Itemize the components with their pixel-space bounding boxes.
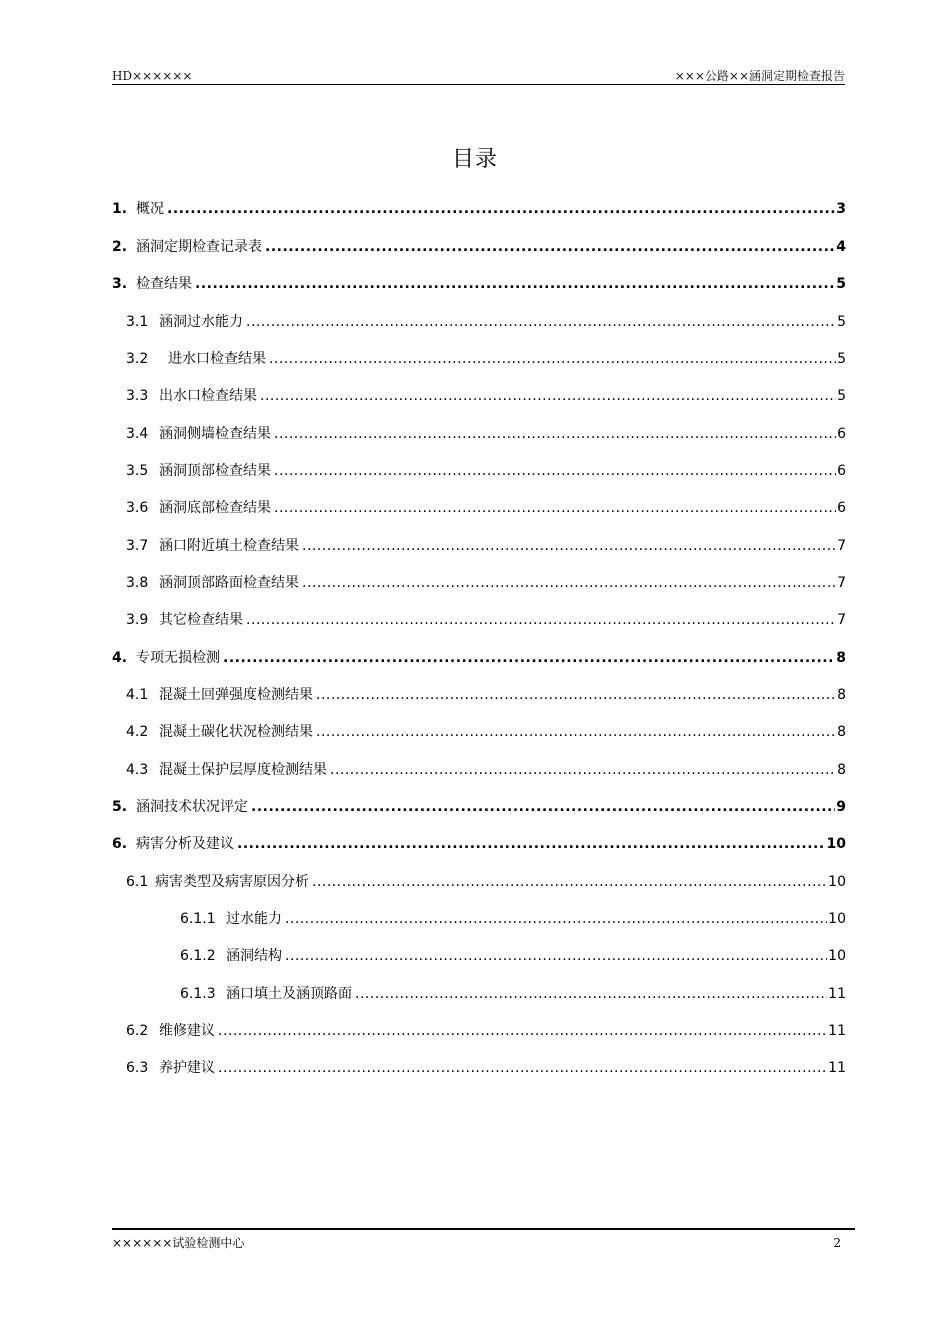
toc-entry-page: 7: [837, 612, 846, 628]
toc-entry[interactable]: [180, 946, 846, 966]
toc-dot-leader: [246, 610, 836, 630]
toc-entry-number: 3.8: [126, 575, 149, 591]
toc-entry-title: 涵口填土及涵顶路面: [226, 986, 352, 1002]
toc-dot-leader: [195, 274, 835, 294]
toc-entry-title: 其它检查结果: [159, 612, 243, 628]
toc-entry-title: 专项无损检测: [136, 650, 220, 666]
toc-entry[interactable]: [126, 760, 846, 780]
toc-entry-number: 6.1.3: [180, 986, 216, 1002]
toc-entry-number: 4.2: [126, 724, 149, 740]
toc-entry-page: 3: [836, 201, 846, 217]
toc-dot-leader: [355, 984, 827, 1004]
toc-entry-number: 3.5: [126, 463, 149, 479]
toc-entry-page: 10: [828, 911, 846, 927]
toc-entry-number: 3.6: [126, 500, 149, 516]
toc-dot-leader: [218, 1021, 827, 1041]
toc-entry[interactable]: [126, 424, 846, 444]
toc-entry-number: 6.1.2: [180, 948, 216, 964]
toc-entry-number: 4.: [112, 650, 128, 666]
toc-entry-page: 10: [826, 836, 846, 852]
toc-entry-number: 3.4: [126, 426, 149, 442]
toc-entry-title: 涵洞侧墙检查结果: [159, 426, 271, 442]
header-report-title: ×××公路××涵洞定期检查报告: [674, 69, 845, 83]
toc-entry-page: 6: [837, 426, 846, 442]
toc-entry-title: 概况: [136, 201, 164, 217]
toc-entry-number: 5.: [112, 799, 128, 815]
toc-entry-title: 养护建议: [159, 1060, 215, 1076]
toc-entry-title: 过水能力: [226, 911, 282, 927]
toc-dot-leader: [274, 461, 836, 481]
toc-entry[interactable]: [112, 834, 846, 854]
toc-dot-leader: [251, 797, 835, 817]
toc-entry-title: 涵洞技术状况评定: [136, 799, 248, 815]
toc-entry-page: 5: [836, 276, 846, 292]
toc-dot-leader: [302, 573, 836, 593]
toc-entry-page: 8: [837, 724, 846, 740]
toc-entry-number: 6.1: [126, 874, 149, 890]
toc-dot-leader: [285, 946, 827, 966]
header-document-code: HD××××××: [112, 69, 193, 83]
toc-dot-leader: [167, 199, 835, 219]
toc-entry-page: 6: [837, 463, 846, 479]
toc-dot-leader: [269, 349, 836, 369]
toc-entry-page: 5: [837, 314, 846, 330]
toc-entry-page: 6: [837, 500, 846, 516]
toc-entry[interactable]: [126, 1021, 846, 1041]
toc-entry-number: 4.1: [126, 687, 149, 703]
toc-entry[interactable]: [126, 872, 846, 892]
toc-dot-leader: [274, 424, 836, 444]
toc-entry-page: 7: [837, 538, 846, 554]
toc-dot-leader: [246, 312, 836, 332]
page-footer: [112, 1228, 855, 1250]
toc-entry[interactable]: [126, 685, 846, 705]
toc-entry-page: 5: [837, 351, 846, 367]
toc-dot-leader: [312, 872, 827, 892]
toc-entry-title: 涵口附近填土检查结果: [159, 538, 299, 554]
toc-entry[interactable]: [126, 573, 846, 593]
toc-entry-page: 7: [837, 575, 846, 591]
toc-entry-page: 11: [828, 986, 846, 1002]
toc-entry-title: 混凝土碳化状况检测结果: [159, 724, 313, 740]
toc-entry-title: 进水口检查结果: [168, 351, 266, 367]
toc-dot-leader: [274, 498, 836, 518]
toc-dot-leader: [260, 386, 836, 406]
toc-entry-number: 3.: [112, 276, 128, 292]
toc-entry-title: 涵洞结构: [226, 948, 282, 964]
toc-entry-number: 6.1.1: [180, 911, 216, 927]
toc-entry[interactable]: [126, 610, 846, 630]
toc-entry[interactable]: [180, 909, 846, 929]
toc-entry-title: 混凝土回弹强度检测结果: [159, 687, 313, 703]
toc-dot-leader: [265, 237, 835, 257]
toc-entry[interactable]: [112, 648, 846, 668]
toc-entry-title: 检查结果: [136, 276, 192, 292]
toc-entry[interactable]: [180, 984, 846, 1004]
toc-entry[interactable]: [126, 312, 846, 332]
toc-entry[interactable]: [112, 274, 846, 294]
toc-entry[interactable]: [126, 461, 846, 481]
toc-entry-page: 11: [828, 1060, 846, 1076]
toc-entry[interactable]: [112, 797, 846, 817]
toc-entry-page: 5: [837, 388, 846, 404]
toc-entry-number: 6.3: [126, 1060, 149, 1076]
toc-entry-title: 涵洞定期检查记录表: [136, 239, 262, 255]
toc-entry-title: 病害类型及病害原因分析: [155, 874, 309, 890]
footer-organization: ××××××试验检测中心: [112, 1236, 245, 1250]
toc-entry-number: 6.2: [126, 1023, 149, 1039]
toc-entry-title: 涵洞底部检查结果: [159, 500, 271, 516]
toc-entry-page: 10: [828, 874, 846, 890]
toc-entry-page: 8: [837, 762, 846, 778]
toc-entry-number: 3.9: [126, 612, 149, 628]
toc-entry[interactable]: [112, 199, 846, 219]
toc-entry[interactable]: [126, 386, 846, 406]
toc-entry-page: 11: [828, 1023, 846, 1039]
toc-dot-leader: [302, 536, 836, 556]
toc-dot-leader: [218, 1058, 827, 1078]
toc-entry-number: 3.1: [126, 314, 149, 330]
toc-dot-leader: [237, 834, 826, 854]
toc-entry-page: 8: [837, 687, 846, 703]
toc-entry[interactable]: [126, 349, 846, 369]
toc-entry-number: 2.: [112, 239, 128, 255]
toc-entry-page: 10: [828, 948, 846, 964]
toc-entry-number: 3.3: [126, 388, 149, 404]
toc-entry-title: 涵洞顶部检查结果: [159, 463, 271, 479]
toc-dot-leader: [223, 648, 835, 668]
toc-entry-page: 4: [836, 239, 846, 255]
toc-entry-title: 混凝土保护层厚度检测结果: [159, 762, 327, 778]
toc-entry-page: 8: [836, 650, 846, 666]
toc-entry-title: 维修建议: [159, 1023, 215, 1039]
toc-entry[interactable]: [126, 498, 846, 518]
toc-entry[interactable]: [126, 1058, 846, 1078]
toc-entry-number: 4.3: [126, 762, 149, 778]
toc-entry[interactable]: [126, 536, 846, 556]
toc-entry-title: 出水口检查结果: [159, 388, 257, 404]
toc-dot-leader: [330, 760, 836, 780]
page-header: [112, 68, 845, 85]
toc-entry-number: 6.: [112, 836, 128, 852]
toc-dot-leader: [285, 909, 827, 929]
toc-entry-number: 1.: [112, 201, 128, 217]
toc-entry[interactable]: [112, 237, 846, 257]
toc-entry-title: 涵洞顶部路面检查结果: [159, 575, 299, 591]
page-title: 目录: [451, 147, 498, 172]
toc-entry-number: 3.7: [126, 538, 149, 554]
toc-entry-page: 9: [836, 799, 846, 815]
toc-entry-number: 3.2: [126, 351, 149, 367]
toc-entry-title: 病害分析及建议: [136, 836, 234, 852]
footer-page-number: 2: [833, 1236, 841, 1250]
toc-entry-title: 涵洞过水能力: [159, 314, 243, 330]
toc-dot-leader: [316, 685, 836, 705]
toc-entry[interactable]: [126, 722, 846, 742]
toc-dot-leader: [316, 722, 836, 742]
